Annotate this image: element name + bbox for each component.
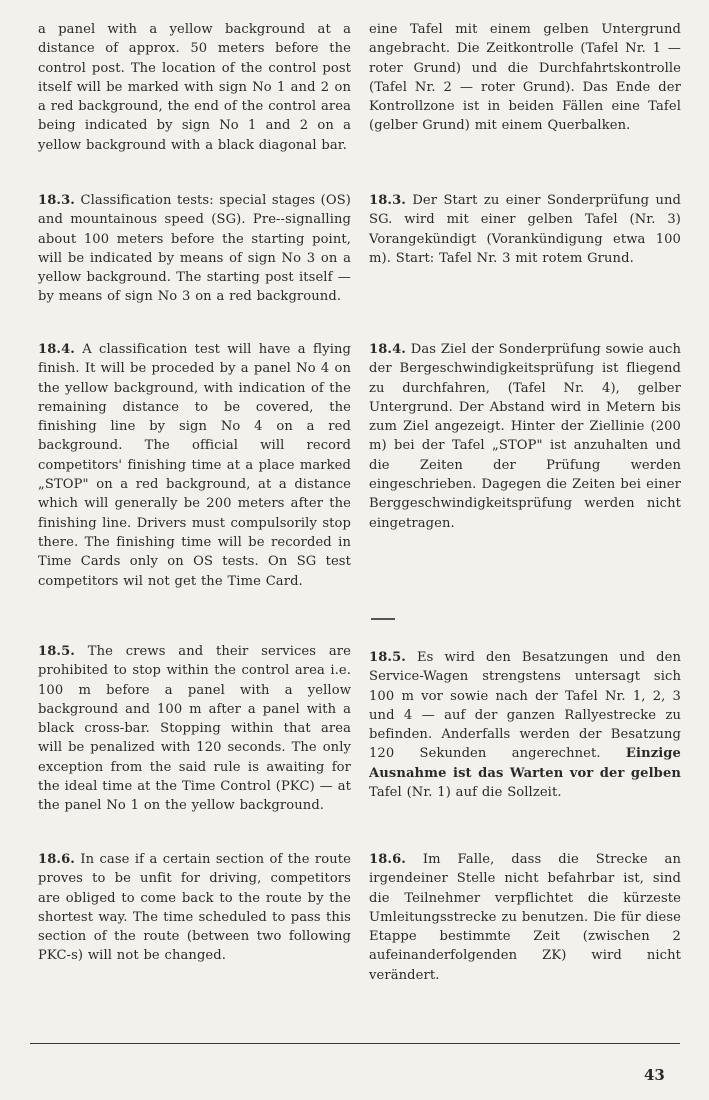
section-number: 18.6.: [369, 852, 406, 867]
section-text: Der Start zu einer Sonderprüfung und SG. wird mit einer gelben Tafel (Nr. 3) Vorangekündigt (Vorankündigung etwa 100 m). Start: Tafel Nr. 3 mit rotem Grund.: [369, 193, 682, 266]
section-text: The crews and their services are prohibited to stop within the control area i.e. 100 m before a panel with a yellow background and 100 m after a panel with a black cross-bar. Stopping within that area will be penalized with 120 seconds. The only exception from the said rule is awaiting for the ideal time at the Time Control (PKC) — at the panel No 1 on the yellow background.: [38, 644, 352, 814]
short-dash-mark: [371, 618, 395, 620]
section-text-tail: Tafel (Nr. 1) auf die Sollzeit.: [369, 785, 562, 801]
section-text: Es wird den Besatzungen und den Service-Wagen strengstens untersagt sich 100 m vor sowie nach der Tafel Nr. 1, 2, 3 und 4 — auf der ganzen Rallyestrecke zu befinden. Anderfalls werden der Besatzung 120 Sekunden angerechnet.: [369, 650, 681, 762]
de-section-18-5: [369, 648, 681, 802]
en-section-18-4: [38, 340, 351, 591]
en-continuation-paragraph: [38, 20, 351, 155]
en-section-18-6: [38, 850, 351, 966]
de-continuation-text: eine Tafel mit einem gelben Untergrund angebracht. Die Zeitkontrolle (Tafel Nr. 1 — roter Grund) und die Durchfahrtskontrolle (Tafel Nr. 2 — roter Grund). Das Ende der Kontrollzone ist in beiden Fällen eine Tafel (gelber Grund) mit einem Querbalken.: [369, 22, 681, 134]
en-continuation-text: a panel with a yellow background at a distance of approx. 50 meters before the control post. The location of the control post itself will be marked with sign No 1 and 2 on a red background, the end of the control area being indicated by sign No 1 and 2 on a yellow background with a black diagonal bar.: [38, 22, 351, 153]
section-text: Classification tests: special stages (OS) and mountainous speed (SG). Pre--signalling about 100 meters before the starting point, will be indicated by means of sign No 3 on a yellow background. The starting post itself — by means of sign No 3 on a red background.: [38, 193, 351, 305]
de-continuation-paragraph: [369, 20, 681, 136]
section-text: Im Falle, dass die Strecke an irgendeiner Stelle nicht befahrbar ist, sind die Teilnehmer verpflichtet die kürzeste Umleitungsstrecke zu benutzen. Die für diese Etappe bestimmte Zeit (zwischen 2 aufeinanderfolgenden ZK) wird nicht verändert.: [369, 852, 681, 983]
page-number: 43: [644, 1066, 665, 1084]
de-section-18-6: [369, 850, 681, 985]
section-number: 18.5.: [38, 644, 75, 659]
de-section-18-3: [369, 191, 681, 268]
section-number: 18.5.: [369, 650, 406, 665]
section-text: A classification test will have a flying finish. It will be proceded by a panel No 4 on the yellow background, with indication of the remaining distance to be covered, the finishing line by sign No 4 on a red background. The official will record competitors' finishing time at a place marked „STOP" on a red background, at a distance which will generally be 200 meters after the finishing line. Drivers must compulsorily stop there. The finishing time will be recorded in Time Cards only on OS tests. On SG test competitors wil not get the Time Card.: [38, 342, 351, 589]
section-number: 18.3.: [38, 193, 75, 208]
en-section-18-3: [38, 191, 351, 307]
section-number: 18.4.: [369, 342, 406, 357]
section-text: In case if a certain section of the route proves to be unfit for driving, competitors are obliged to come back to the route by the shortest way. The time scheduled to pass this section of the route (between two following PKC-s) will not be changed.: [38, 852, 351, 964]
section-text: Das Ziel der Sonderprüfung sowie auch der Bergeschwindigkeitsprüfung ist fliegend zu durchfahren, (Tafel Nr. 4), gelber Untergrund. Der Abstand wird in Metern bis zum Ziel angezeigt. Hinter der Ziellinie (200 m) bei der Tafel „STOP" ist anzuhalten und die Zeiten der Prüfung werden eingeschrieben. Dagegen die Zeiten bei einer Berggeschwindigkeitsprüfung werden nicht eingetragen.: [369, 342, 682, 531]
de-section-18-4: [369, 340, 681, 533]
en-section-18-5: [38, 642, 351, 816]
section-number: 18.6.: [38, 852, 75, 867]
section-bold-text: Einzige Ausnahme ist das Warten vor der gelben: [369, 746, 681, 781]
footer-rule: [30, 1043, 680, 1044]
section-number: 18.3.: [369, 193, 406, 208]
section-number: 18.4.: [38, 342, 75, 357]
